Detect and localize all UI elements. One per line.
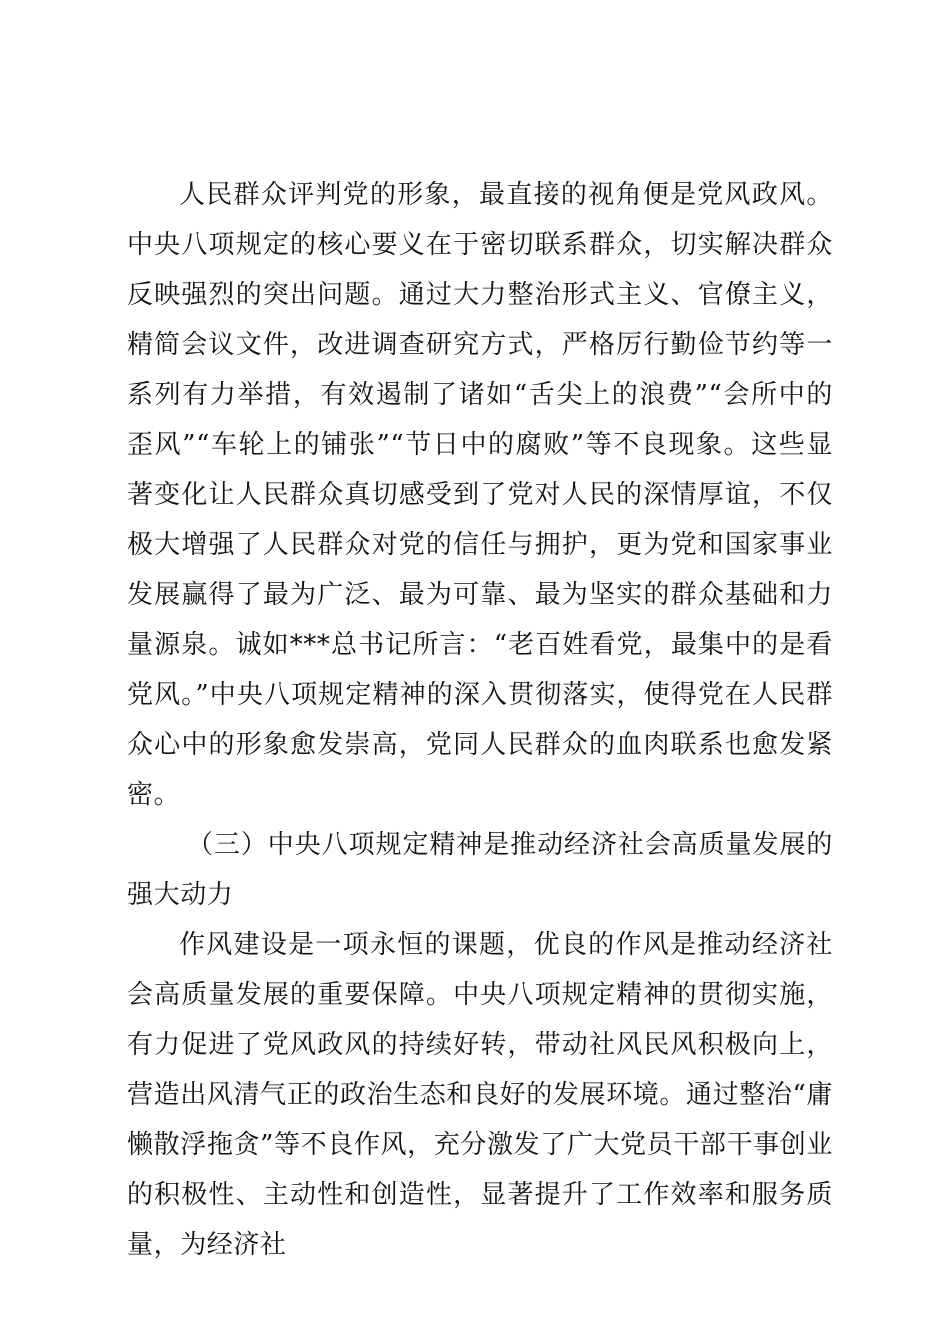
document-page [127,170,833,1270]
section-heading: （三）中央八项规定精神是推动经济社会高质量发展的强大动力 [127,830,833,910]
body-paragraph: 作风建设是一项永恒的课题，优良的作风是推动经济社会高质量发展的重要保障。中央八项规定精神的贯彻实施，有力促进了党风政风的持续好转，带动社风民风积极向上，营造出风清气正的政治生态和良好的发展环境。通过整治“庸懒散浮拖贪”等不良作风，充分激发了广大党员干部干事创业的积极性、主动性和创造性，显著提升了工作效率和服务质量，为经济社 [127,930,833,1260]
body-paragraph: 人民群众评判党的形象，最直接的视角便是党风政风。中央八项规定的核心要义在于密切联系群众，切实解决群众反映强烈的突出问题。通过大力整治形式主义、官僚主义，精简会议文件，改进调查研究方式，严格厉行勤俭节约等一系列有力举措，有效遏制了诸如“舌尖上的浪费”“会所中的歪风”“车轮上的铺张”“节日中的腐败”等不良现象。这些显著变化让人民群众真切感受到了党对人民的深情厚谊，不仅极大增强了人民群众对党的信任与拥护，更为党和国家事业发展赢得了最为广泛、最为可靠、最为坚实的群众基础和力量源泉。诚如***总书记所言：“老百姓看党，最集中的是看党风。”中央八项规定精神的深入贯彻落实，使得党在人民群众心中的形象愈发崇高，党同人民群众的血肉联系也愈发紧密。 [127,180,833,810]
